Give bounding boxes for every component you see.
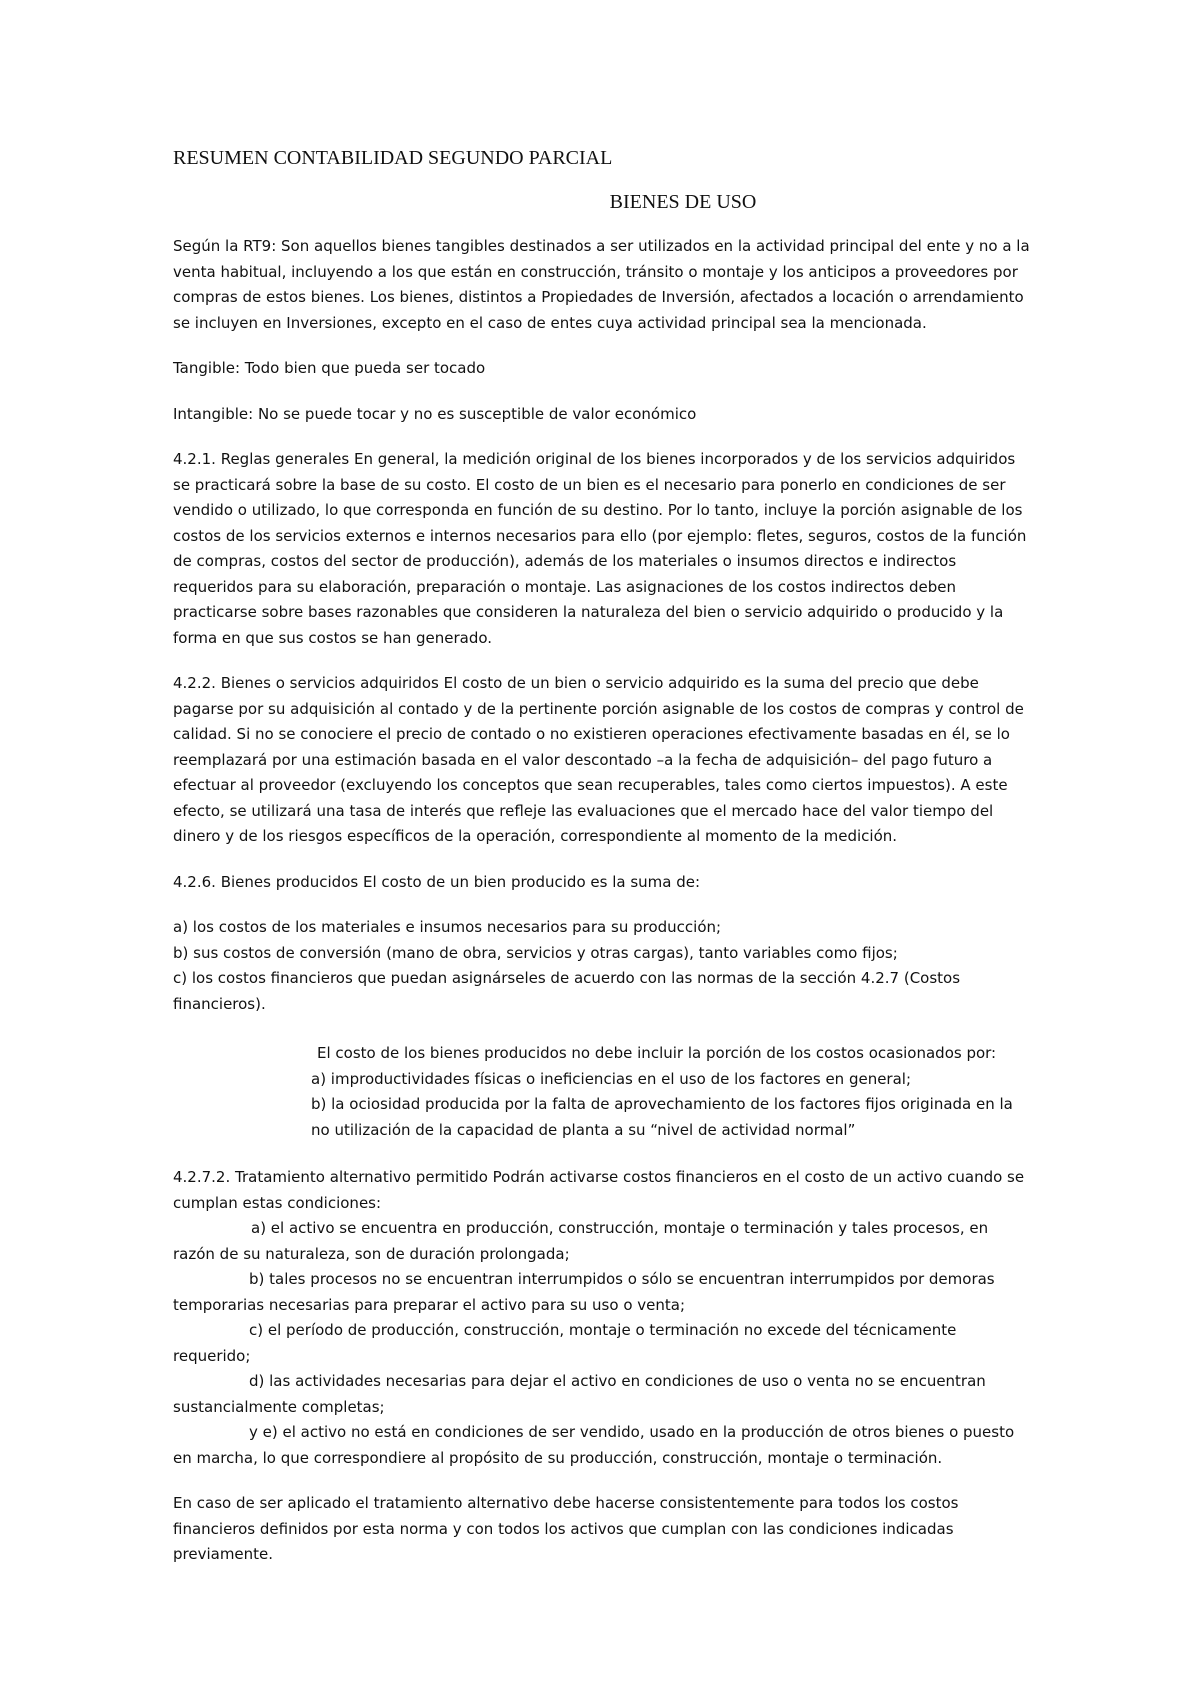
list-item: a) los costos de los materiales e insumos necesarios para su producción; — [173, 918, 722, 936]
rule-422-paragraph: 4.2.2. Bienes o servicios adquiridos El costo de un bien o servicio adquirido es la suma del precio que debe pagarse por su adquisición al contado y de la pertinente porción asignable de los costos de compras y control de calidad. Si no se conociere el precio de contado o no existieren operaciones efectivamente basadas en él, se lo reemplazará por una estimación basada en el valor descontado –a la fecha de adquisición– del pago futuro a efectuar al proveedor (excluyendo los conceptos que sean recuperables, tales como ciertos impuestos). A este efecto, se utilizará una tasa de interés que refleje las evaluaciones que el mercado hace del valor tiempo del dinero y de los riesgos específicos de la operación, correspondiente al momento de la medición. — [173, 674, 1024, 845]
rule-4272-block — [173, 1165, 1033, 1471]
list-item: y e) el activo no está en condiciones de ser vendido, usado en la producción de otros bienes o puesto en marcha, lo que correspondiere al propósito de su producción, construcción, montaje o terminación. — [173, 1423, 1015, 1467]
list-item: c) el período de producción, construcción, montaje o terminación no excede del técnicamente requerido; — [173, 1321, 957, 1365]
list-item: d) las actividades necesarias para dejar el activo en condiciones de uso o venta no se encuentran sustancialmente completas; — [173, 1372, 986, 1416]
rule-426-list — [173, 915, 1033, 1017]
closing-paragraph: En caso de ser aplicado el tratamiento alternativo debe hacerse consistentemente para todos los costos financieros definidos por esta norma y con todos los activos que cumplan con las condiciones indicadas previamente. — [173, 1494, 959, 1563]
exclusion-intro: El costo de los bienes producidos no debe incluir la porción de los costos ocasionados por: — [317, 1044, 997, 1062]
rule-426-intro: 4.2.6. Bienes producidos El costo de un bien producido es la suma de: — [173, 872, 701, 891]
list-item: b) tales procesos no se encuentran interrumpidos o sólo se encuentran interrumpidos por demoras temporarias necesarias para preparar el activo para su uso o venta; — [173, 1270, 995, 1314]
rule-421-paragraph: 4.2.1. Reglas generales En general, la medición original de los bienes incorporados y de los servicios adquiridos se practicará sobre la base de su costo. El costo de un bien es el necesario para ponerlo en condiciones de ser vendido o utilizado, lo que corresponda en función de su destino. Por lo tanto, incluye la porción asignable de los costos de los servicios externos e internos necesarios para ello (por ejemplo: fletes, seguros, costos de la función de compras, costos del sector de producción), además de los materiales o insumos directos e indirectos requeridos para su elaboración, preparación o montaje. Las asignaciones de los costos indirectos deben practicarse sobre bases razonables que consideren la naturaleza del bien o servicio adquirido o producido y la forma en que sus costos se han generado. — [173, 450, 1027, 647]
document-title: RESUMEN CONTABILIDAD SEGUNDO PARCIAL — [173, 147, 613, 169]
intangible-paragraph: Intangible: No se puede tocar y no es susceptible de valor económico — [173, 404, 697, 423]
list-item: a) improductividades físicas o ineficiencias en el uso de los factores en general; — [311, 1069, 912, 1088]
list-item: a) el activo se encuentra en producción, construcción, montaje o terminación y tales procesos, en razón de su naturaleza, son de duración prolongada; — [173, 1219, 989, 1263]
tangible-paragraph: Tangible: Todo bien que pueda ser tocado — [173, 359, 486, 377]
list-item: b) sus costos de conversión (mano de obra, servicios y otras cargas), tanto variables como fijos; — [173, 943, 898, 962]
list-item: b) la ociosidad producida por la falta de aprovechamiento de los factores fijos originada en la no utilización de la capacidad de planta a su “nivel de actividad normal” — [311, 1095, 1013, 1139]
list-item: c) los costos financieros que puedan asignárseles de acuerdo con las normas de la sección 4.2.7 (Costos financieros). — [173, 969, 961, 1013]
rule-4272-intro: 4.2.7.2. Tratamiento alternativo permitido Podrán activarse costos financieros en el costo de un activo cuando se cumplan estas condiciones: — [173, 1168, 1025, 1212]
exclusion-block — [311, 1041, 1033, 1143]
document-body — [173, 146, 1033, 1588]
section-title: BIENES DE USO — [609, 191, 757, 213]
definition-paragraph: Según la RT9: Son aquellos bienes tangibles destinados a ser utilizados en la actividad principal del ente y no a la venta habitual, incluyendo a los que están en construcción, tránsito o montaje y los anticipos a proveedores por compras de estos bienes. Los bienes, distintos a Propiedades de Inversión, afectados a locación o arrendamiento se incluyen en Inversiones, excepto en el caso de entes cuya actividad principal sea la mencionada. — [173, 237, 1030, 332]
